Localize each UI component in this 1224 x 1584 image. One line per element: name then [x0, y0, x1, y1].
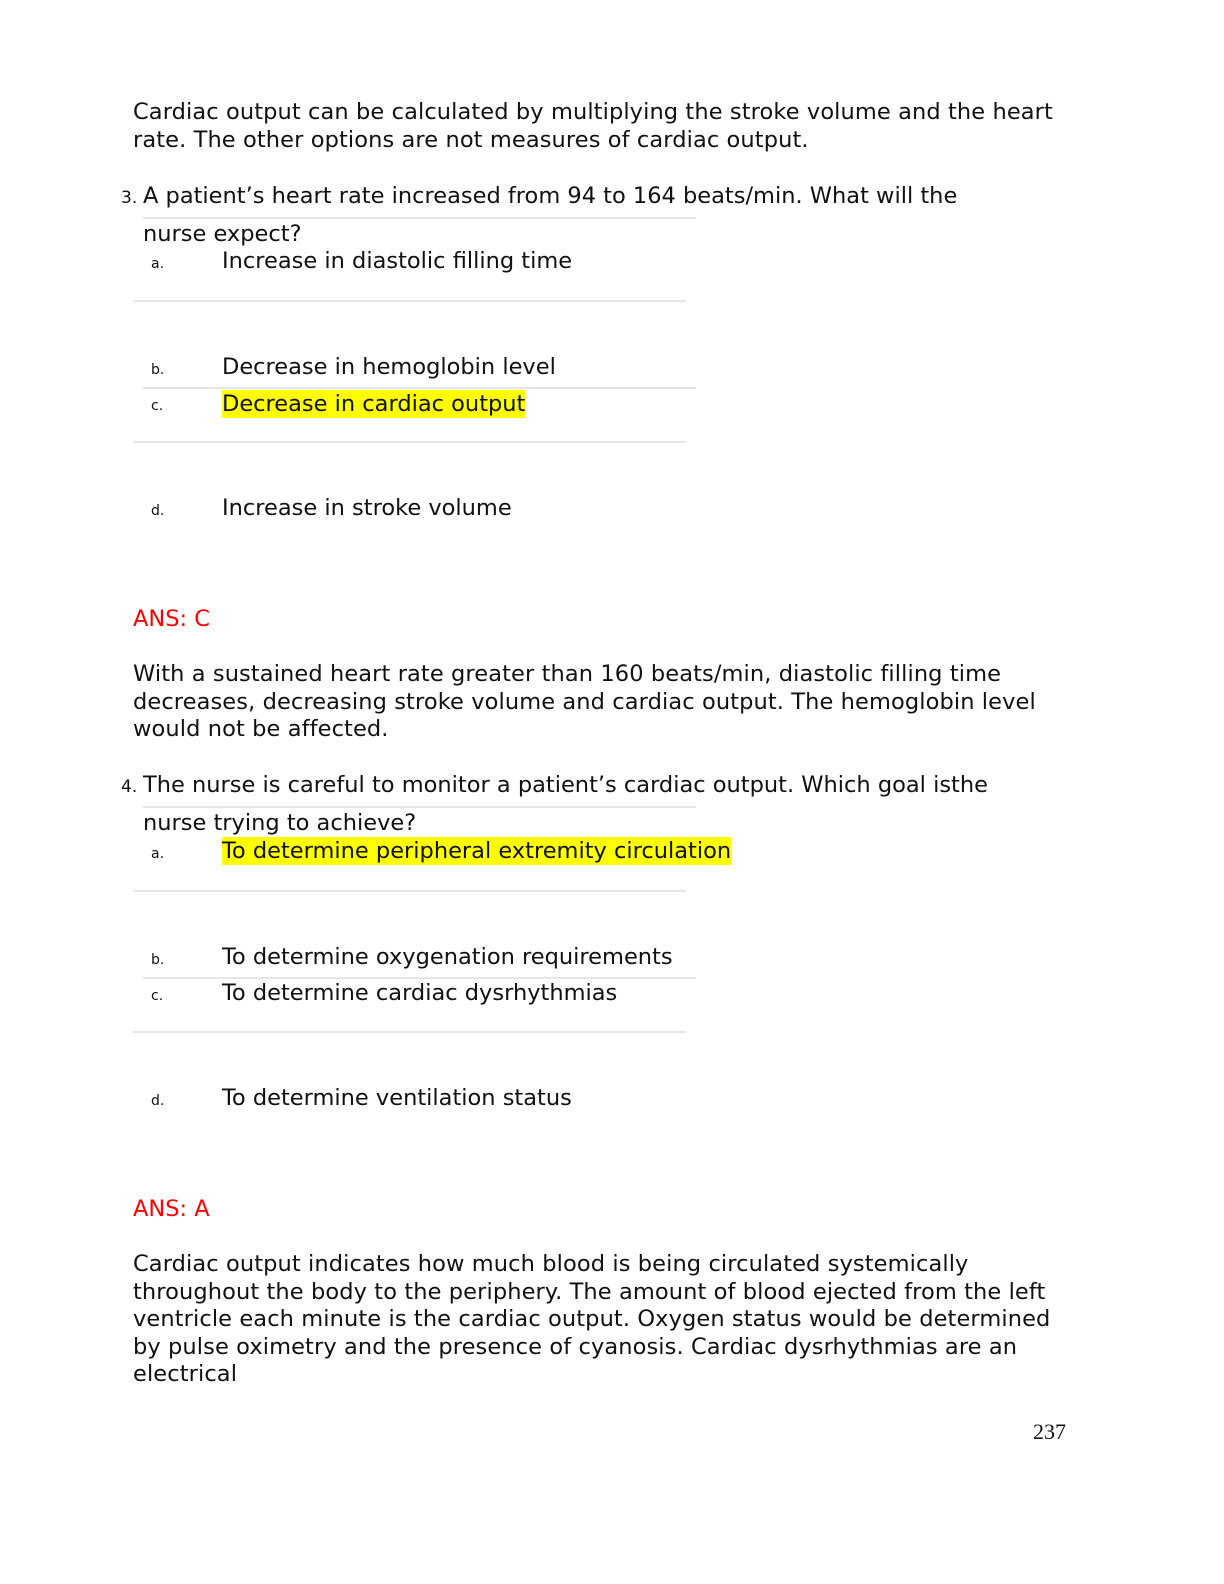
question-3-stem-line1: A patient’s heart rate increased from 94 to 164 beats/min. What will the — [143, 183, 958, 209]
q3-option-a-letter: a. — [151, 256, 165, 272]
divider — [133, 300, 686, 302]
q3-option-d-letter: d. — [151, 503, 165, 519]
q3-answer: ANS: C — [133, 606, 210, 632]
q3-option-b: Decrease in hemoglobin level — [222, 354, 556, 380]
q3-option-c-letter: c. — [151, 398, 164, 414]
divider — [133, 1031, 686, 1033]
q4-option-b: To determine oxygenation requirements — [222, 944, 673, 970]
page-number: 237 — [1033, 1419, 1066, 1444]
divider — [143, 806, 696, 808]
divider — [143, 217, 696, 219]
q3-rationale: With a sustained heart rate greater than 160 beats/min, diastolic filling time decreases, decreasing stroke volume and cardiac output. The hemoglobin level would not be affected. — [133, 661, 1036, 742]
q3-option-a: Increase in diastolic filling time — [222, 248, 573, 274]
question-3-number: 3. — [121, 188, 138, 208]
q4-option-c: To determine cardiac dysrhythmias — [222, 980, 618, 1006]
q4-option-c-letter: c. — [151, 988, 164, 1004]
q4-option-d-letter: d. — [151, 1093, 165, 1109]
q3-option-d: Increase in stroke volume — [222, 495, 512, 521]
divider — [143, 387, 696, 389]
q4-answer: ANS: A — [133, 1196, 210, 1222]
q4-option-b-letter: b. — [151, 952, 165, 968]
divider — [133, 441, 686, 443]
divider — [133, 890, 686, 892]
q3-option-b-letter: b. — [151, 362, 165, 378]
q4-option-a-letter: a. — [151, 846, 165, 862]
question-3-stem-line2: nurse expect? — [143, 221, 302, 247]
intro-paragraph: Cardiac output can be calculated by multiplying the stroke volume and the heart rate. The other options are not measures of cardiac output. — [133, 99, 1053, 153]
q3-option-c-highlighted: Decrease in cardiac output — [222, 391, 526, 417]
question-4-stem-line1: The nurse is careful to monitor a patient’s cardiac output. Which goal isthe — [143, 772, 988, 798]
question-4-stem-line2: nurse trying to achieve? — [143, 810, 417, 836]
q4-option-d: To determine ventilation status — [222, 1085, 572, 1111]
q4-rationale: Cardiac output indicates how much blood is being circulated systemically throughout the body to the periphery. The amount of blood ejected from the left ventricle each minute is the cardiac output. Oxygen status would be determined by pulse oximetry and the presence of cyanosis. Cardiac dysrhythmias are an electrical — [133, 1251, 1051, 1387]
q4-option-a-highlighted: To determine peripheral extremity circulation — [222, 838, 732, 864]
question-4-number: 4. — [121, 777, 138, 797]
